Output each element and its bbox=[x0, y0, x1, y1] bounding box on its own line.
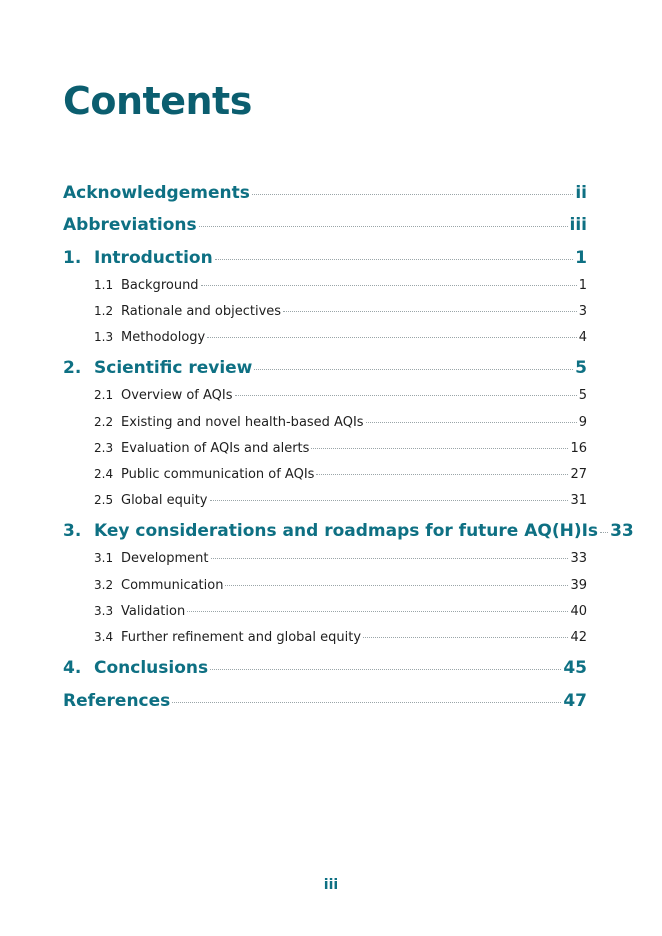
toc-label: Acknowledgements bbox=[63, 183, 250, 203]
page-title: Contents bbox=[63, 79, 252, 123]
toc-section-number: 1.3 bbox=[94, 330, 114, 344]
toc-page-number: 45 bbox=[563, 658, 587, 678]
toc-page-number: 27 bbox=[570, 467, 587, 482]
toc-label: Overview of AQIs bbox=[121, 388, 233, 403]
toc-label: Further refinement and global equity bbox=[121, 630, 362, 645]
toc-section-number: 1.1 bbox=[94, 278, 114, 292]
toc-label: Global equity bbox=[121, 493, 208, 508]
toc-entry-background[interactable] bbox=[63, 278, 587, 296]
toc-entry-overview-of-aqis[interactable] bbox=[63, 388, 587, 406]
toc-page-number: 33 bbox=[610, 521, 634, 541]
toc-section-number: 1.2 bbox=[94, 304, 114, 318]
dot-leader bbox=[235, 395, 577, 396]
dot-leader bbox=[316, 474, 568, 475]
toc-entry-acknowledgements[interactable] bbox=[63, 183, 587, 205]
dot-leader bbox=[283, 311, 577, 312]
toc-label: Evaluation of AQIs and alerts bbox=[121, 441, 310, 456]
toc-section-number: 2.3 bbox=[94, 441, 114, 455]
toc-page-number: 31 bbox=[570, 493, 587, 508]
toc-entry-abbreviations[interactable] bbox=[63, 215, 587, 237]
dot-leader bbox=[201, 285, 577, 286]
toc-page-number: 9 bbox=[578, 415, 587, 430]
toc-section-number: 2.4 bbox=[94, 467, 114, 481]
toc-section-number: 3.1 bbox=[94, 551, 114, 565]
toc-page-number: 5 bbox=[575, 358, 587, 378]
toc-section-number: 2.5 bbox=[94, 493, 114, 507]
dot-leader bbox=[215, 259, 573, 260]
dot-leader bbox=[211, 558, 569, 559]
toc-section-number: 4. bbox=[63, 658, 82, 678]
toc-page-number: 1 bbox=[578, 278, 587, 293]
toc-entry-global-equity[interactable] bbox=[63, 493, 587, 511]
toc-label: Abbreviations bbox=[63, 215, 197, 235]
dot-leader bbox=[254, 369, 573, 370]
toc-label: Validation bbox=[121, 604, 186, 619]
toc-entry-further-refinement[interactable] bbox=[63, 630, 587, 648]
toc-label: Development bbox=[121, 551, 209, 566]
dot-leader bbox=[187, 611, 568, 612]
toc-section-number: 3.2 bbox=[94, 578, 114, 592]
dot-leader bbox=[199, 226, 568, 227]
toc-page-number: 1 bbox=[575, 248, 587, 268]
toc-label: Methodology bbox=[121, 330, 206, 345]
toc-label: Introduction bbox=[94, 248, 213, 268]
toc-section-number: 1. bbox=[63, 248, 82, 268]
toc-label: Communication bbox=[121, 578, 224, 593]
toc-entry-conclusions[interactable] bbox=[63, 658, 587, 680]
toc-page-number: 5 bbox=[578, 388, 587, 403]
toc-label: Key considerations and roadmaps for future AQ(H)Is bbox=[94, 521, 599, 541]
dot-leader bbox=[172, 702, 561, 703]
toc-entry-references[interactable] bbox=[63, 691, 587, 713]
toc-page-number: 33 bbox=[570, 551, 587, 566]
toc-entry-communication[interactable] bbox=[63, 578, 587, 596]
toc-label: Existing and novel health-based AQIs bbox=[121, 415, 364, 430]
toc-label: References bbox=[63, 691, 171, 711]
toc-page-number: 4 bbox=[578, 330, 587, 345]
toc-entry-key-considerations[interactable] bbox=[63, 521, 634, 543]
footer-page-number: iii bbox=[323, 877, 339, 893]
toc-section-number: 3. bbox=[63, 521, 82, 541]
toc-page-number: iii bbox=[569, 215, 587, 235]
toc-entry-introduction[interactable] bbox=[63, 248, 587, 270]
toc-label: Conclusions bbox=[94, 658, 209, 678]
toc-section-number: 2. bbox=[63, 358, 82, 378]
toc-page-number: 16 bbox=[570, 441, 587, 456]
toc-label: Public communication of AQIs bbox=[121, 467, 315, 482]
dot-leader bbox=[207, 337, 576, 338]
toc-entry-validation[interactable] bbox=[63, 604, 587, 622]
dot-leader bbox=[600, 532, 608, 533]
toc-page-number: ii bbox=[575, 183, 587, 203]
dot-leader bbox=[225, 585, 568, 586]
toc-label: Scientific review bbox=[94, 358, 253, 378]
dot-leader bbox=[366, 422, 577, 423]
toc-page-number: 40 bbox=[570, 604, 587, 619]
toc-label: Rationale and objectives bbox=[121, 304, 282, 319]
toc-page-number: 3 bbox=[578, 304, 587, 319]
toc-entry-rationale-and-objectives[interactable] bbox=[63, 304, 587, 322]
toc-page-number: 42 bbox=[570, 630, 587, 645]
toc-label: Background bbox=[121, 278, 199, 293]
toc-section-number: 2.1 bbox=[94, 388, 114, 402]
dot-leader bbox=[311, 448, 568, 449]
toc-page-number: 39 bbox=[570, 578, 587, 593]
toc-entry-public-communication[interactable] bbox=[63, 467, 587, 485]
dot-leader bbox=[363, 637, 568, 638]
toc-page-number: 47 bbox=[563, 691, 587, 711]
toc-section-number: 2.2 bbox=[94, 415, 114, 429]
toc-entry-development[interactable] bbox=[63, 551, 587, 569]
dot-leader bbox=[210, 500, 569, 501]
dot-leader bbox=[210, 669, 561, 670]
toc-entry-methodology[interactable] bbox=[63, 330, 587, 348]
dot-leader bbox=[252, 194, 574, 195]
toc-entry-evaluation-of-aqis[interactable] bbox=[63, 441, 587, 459]
toc-entry-scientific-review[interactable] bbox=[63, 358, 587, 380]
toc-entry-existing-and-novel-aqis[interactable] bbox=[63, 415, 587, 433]
toc-section-number: 3.3 bbox=[94, 604, 114, 618]
toc-section-number: 3.4 bbox=[94, 630, 114, 644]
